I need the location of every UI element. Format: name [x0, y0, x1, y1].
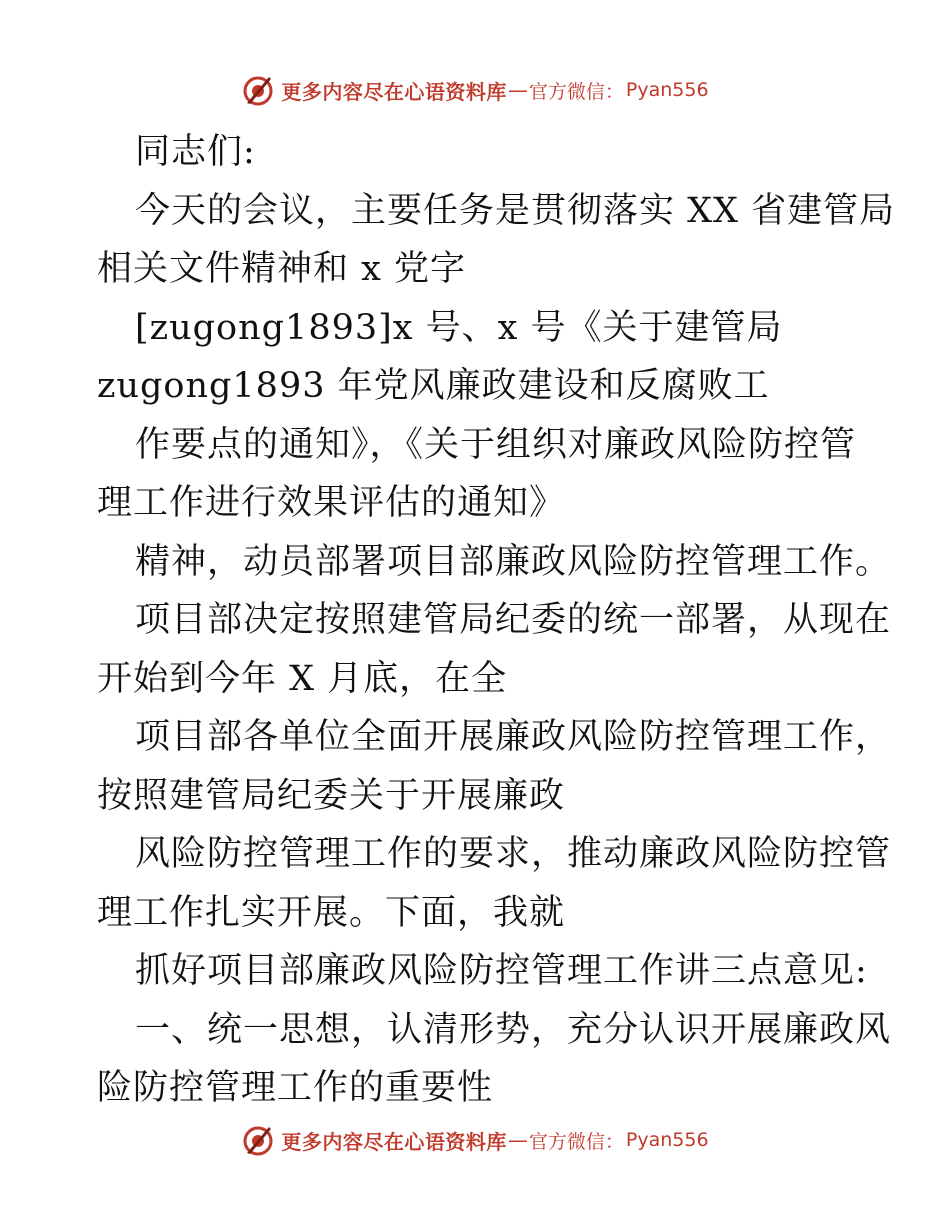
text-line: 精神，动员部署项目部廉政风险防控管理工作。 [135, 541, 892, 582]
watermark-dash: — [507, 78, 528, 102]
text-line: 项目部决定按照建管局纪委的统一部署，从现在 [135, 600, 892, 640]
watermark-wechat-id: Pyan556 [625, 79, 709, 101]
watermark-brand: 更多内容尽在心语资料库 [281, 1129, 507, 1154]
text-line: 一、统一思想，认清形势，充分认识开展廉政风 [135, 1009, 892, 1050]
watermark-wechat-label: 官方微信： [528, 80, 624, 103]
watermark-dash: — [507, 1128, 528, 1152]
header-watermark [0, 70, 950, 110]
watermark-wechat-label: 官方微信： [528, 1130, 624, 1153]
text-line: [zugong1893]x 号、x 号《关于建管局 [135, 307, 783, 348]
text-line: 按照建管局纪委关于开展廉政 [97, 775, 566, 816]
watermark-brand: 更多内容尽在心语资料库 [281, 79, 507, 104]
text-line: 抓好项目部廉政风险防控管理工作讲三点意见: [135, 951, 868, 991]
text-line: 今天的会议，主要任务是贯彻落实 XX 省建管局 [135, 190, 896, 231]
text-line: zugong1893 年党风廉政建设和反腐败工 [97, 366, 770, 406]
quill-seal-icon [241, 73, 275, 107]
text-line: 开始到今年 X 月底，在全 [97, 658, 508, 699]
text-line: 理工作扎实开展。下面，我就 [97, 892, 566, 933]
text-line: 项目部各单位全面开展廉政风险防控管理工作， [135, 717, 892, 757]
text-line: 相关文件精神和 x 党字 [97, 249, 466, 289]
text-line: 风险防控管理工作的要求，推动廉政风险防控管 [135, 834, 892, 874]
text-line: 险防控管理工作的重要性 [97, 1068, 494, 1108]
watermark-wechat-id: Pyan556 [625, 1129, 709, 1151]
text-line: 理工作进行效果评估的通知》 [97, 483, 566, 523]
text-line: 同志们: [135, 132, 256, 172]
document-body [97, 123, 896, 1118]
quill-seal-icon [241, 1123, 275, 1157]
footer-watermark [0, 1120, 950, 1160]
text-line: 作要点的通知》，《关于组织对廉政风险防控管 [135, 424, 857, 465]
